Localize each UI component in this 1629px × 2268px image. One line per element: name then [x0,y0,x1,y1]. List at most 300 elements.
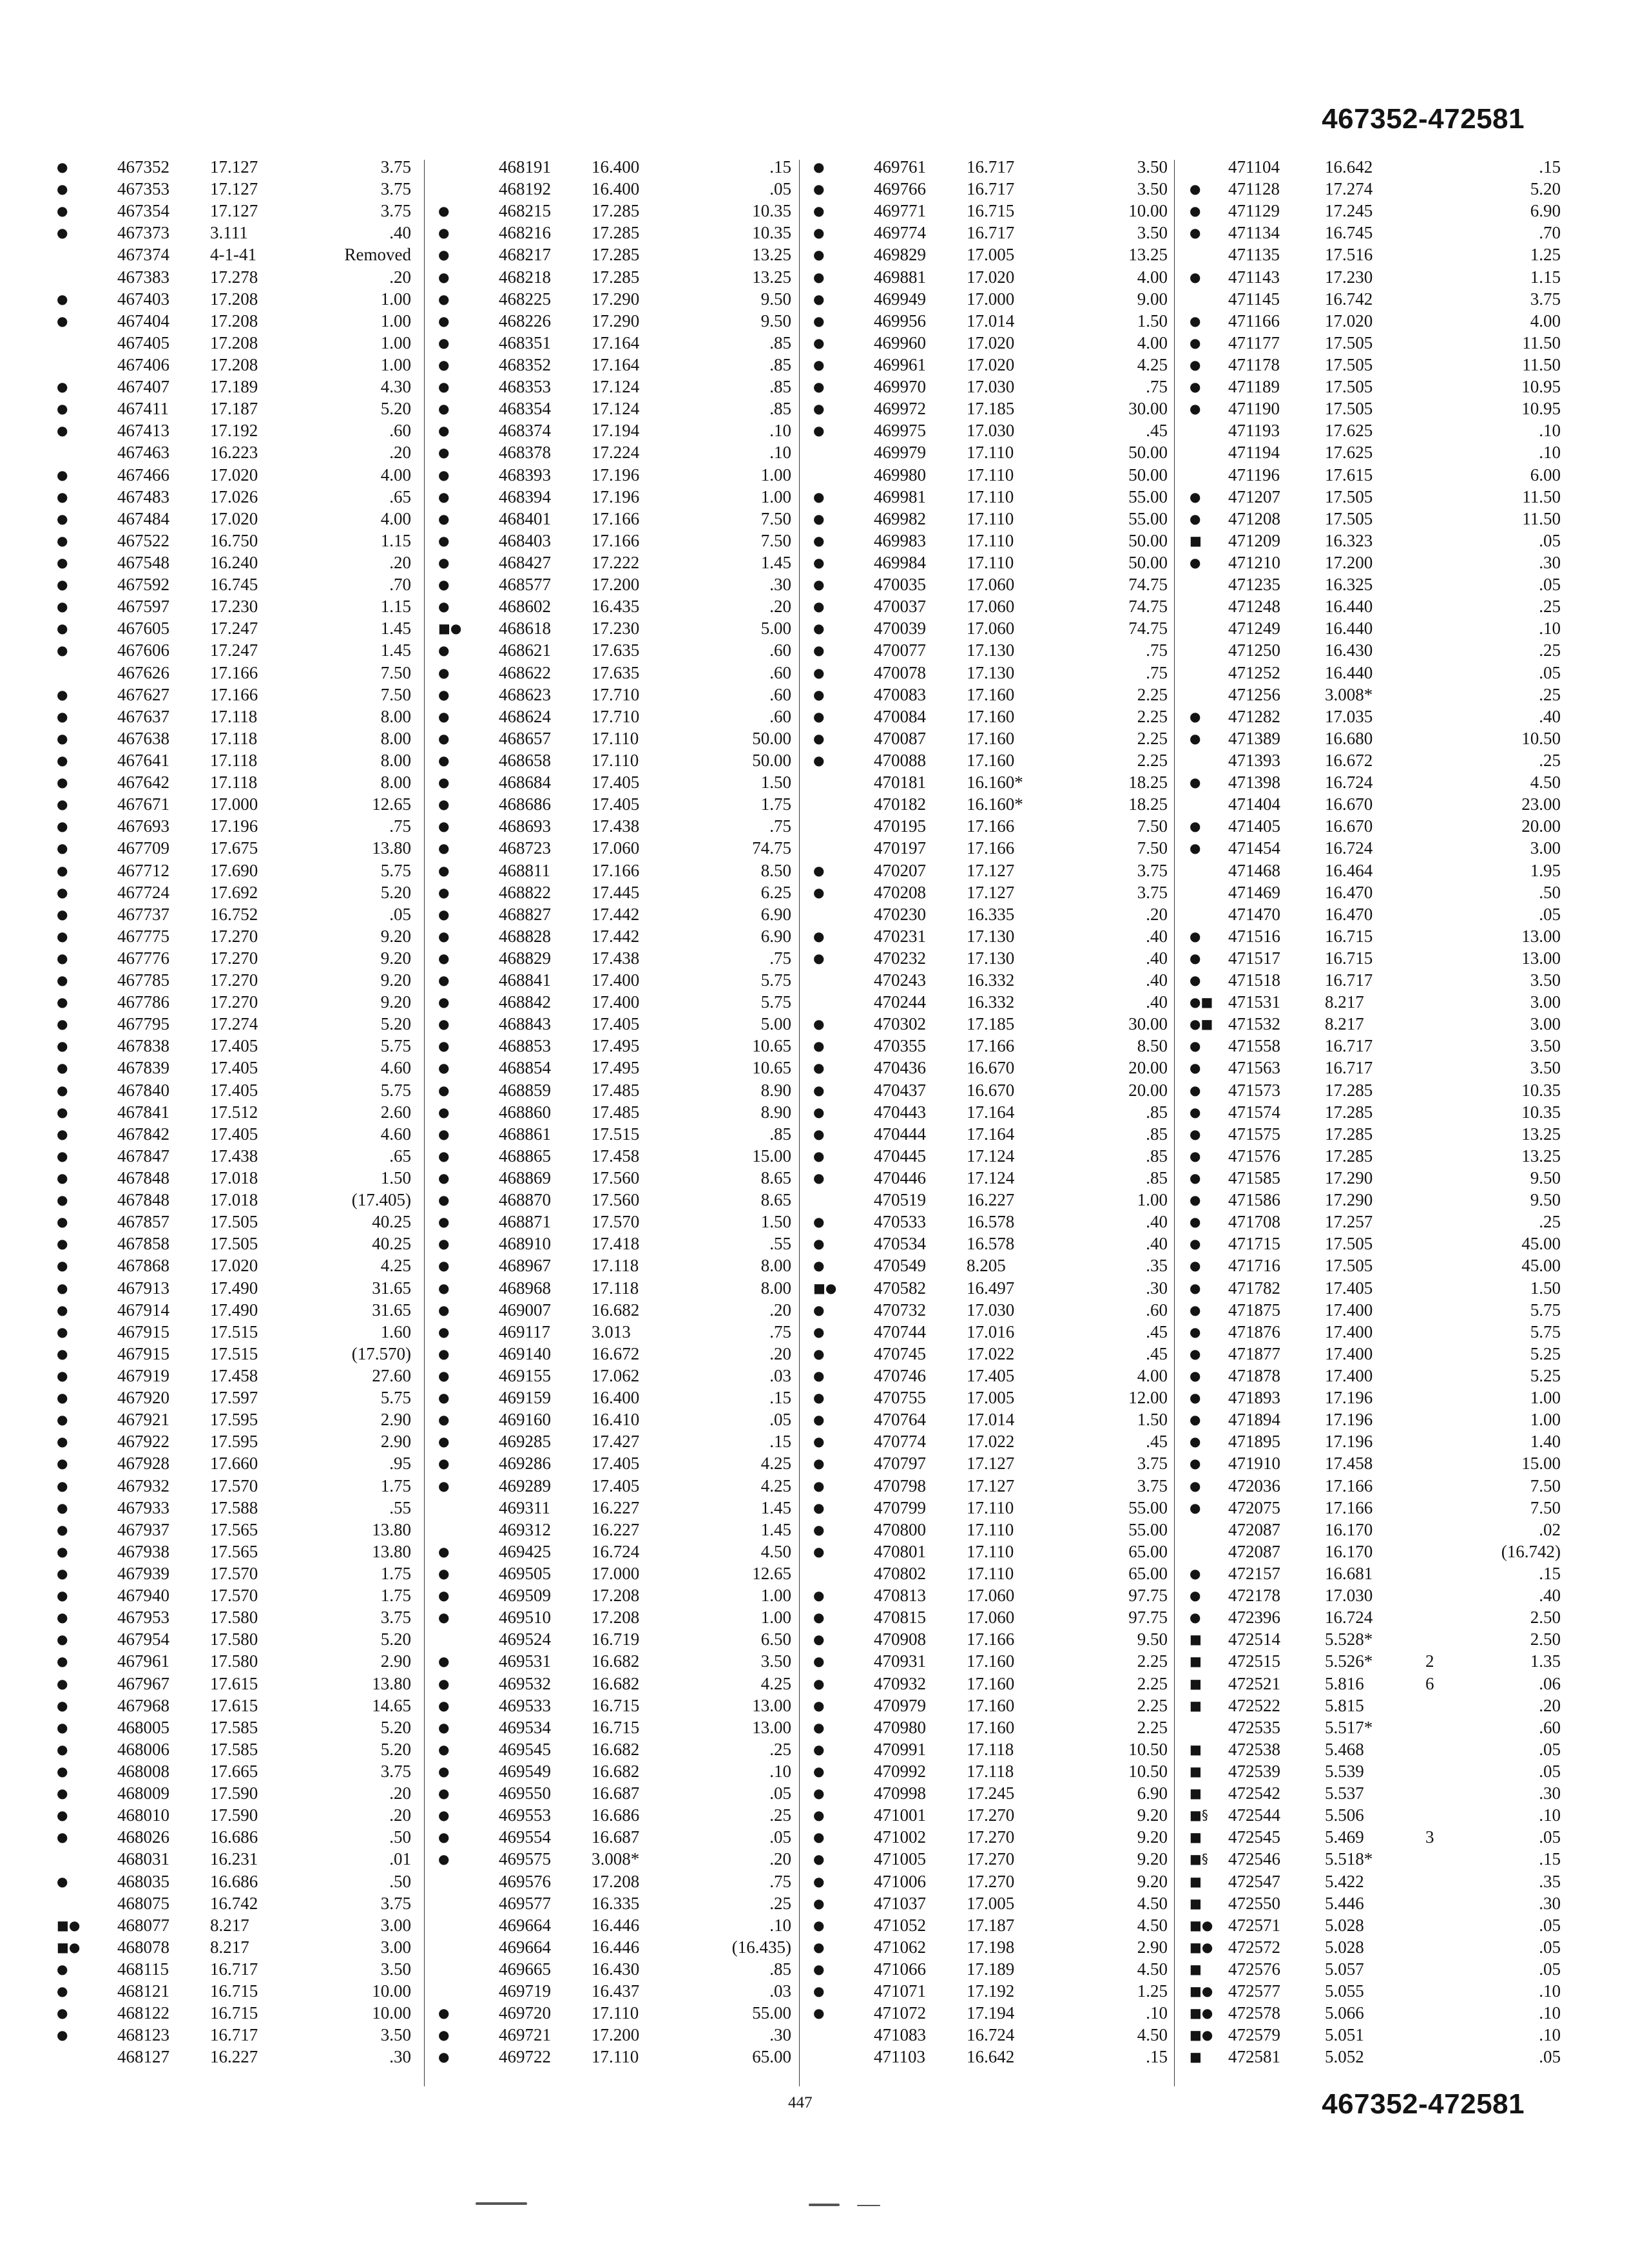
amount-value: .85 [769,399,791,419]
table-row [45,156,420,178]
table-row [1178,1562,1584,1584]
code-value: 17.208 [592,1586,640,1606]
table-row [802,508,1177,530]
code-value: 17.442 [592,926,640,946]
mark-symbol: ● [813,1521,825,1537]
mark-symbol: ● [57,884,68,900]
code-value: 17.118 [592,1256,639,1276]
mark-symbol: ● [438,1588,450,1604]
serial-number: 467933 [117,1497,169,1517]
serial-number: 471715 [1228,1234,1280,1254]
table-row [45,530,420,552]
code-value: 16.160* [967,794,1023,814]
table-row [427,1430,800,1452]
table-row [802,1233,1177,1254]
code-value: 17.245 [1325,201,1373,221]
table-row [427,1254,800,1276]
code-value: 17.270 [210,970,258,990]
amount-value: .05 [769,179,791,199]
serial-number: 467605 [117,619,169,639]
code-value: 16.717 [210,1959,258,1979]
table-row [802,441,1177,463]
code-value: 17.485 [592,1080,640,1100]
mark-symbol: ● [57,203,68,219]
code-value: 16.670 [1325,816,1373,836]
mark-symbol: ● [438,1323,450,1340]
code-value: 16.686 [210,1827,258,1847]
code-value: 17.278 [210,267,258,287]
table-row [802,332,1177,354]
table-row [802,1408,1177,1430]
code-value: 17.127 [967,1454,1015,1474]
table-row [802,1277,1177,1299]
table-row [45,1189,420,1211]
serial-number: 468427 [499,552,551,572]
serial-number: 471716 [1228,1256,1280,1276]
mark-symbol: ● [57,1719,68,1735]
code-value: 16.227 [592,1497,640,1517]
mark-symbol: ● [438,203,450,219]
amount-value: .95 [389,1454,411,1474]
code-value: 17.665 [210,1761,258,1781]
table-row [427,419,800,441]
amount-value: .25 [769,1893,791,1913]
amount-value: .30 [1539,1893,1561,1913]
amount-value: 1.45 [760,552,791,572]
mark-symbol: ● [57,774,68,791]
amount-value: 2.60 [380,1102,411,1122]
code-value: 8.217 [1325,992,1364,1012]
serial-number: 469981 [874,486,926,506]
amount-value: 9.20 [380,970,411,990]
mark-symbol: ● [813,1917,825,1933]
amount-value: 6.00 [1530,465,1561,485]
table-row [427,1804,800,1826]
code-value: 17.164 [967,1102,1015,1122]
serial-number: 468075 [117,1893,169,1913]
table-row [802,552,1177,573]
code-value: 17.285 [592,267,640,287]
amount-value: 5.25 [1530,1366,1561,1386]
amount-value: 10.35 [752,223,791,243]
code-value: 16.724 [1325,773,1373,793]
serial-number: 467374 [117,245,169,265]
mark-symbol: ● [438,1280,450,1296]
mark-symbol: ● [438,1258,450,1274]
mark-symbol: ● [438,1038,450,1054]
code-value: 17.018 [210,1190,258,1210]
serial-number: 470813 [874,1586,926,1606]
code-value: 17.110 [967,1497,1014,1517]
code-value: 17.110 [967,1519,1014,1539]
amount-value: 1.00 [380,332,411,352]
amount-value: 15.00 [1521,1454,1561,1474]
serial-number: 471145 [1228,289,1280,309]
table-row [427,441,800,463]
mark-symbol: ■ [1190,1873,1202,1889]
amount-value: 1.00 [380,354,411,374]
table-row [1178,156,1584,178]
amount-value: .20 [389,1783,411,1803]
serial-number: 471005 [874,1849,926,1869]
mark-symbol: ● [57,599,68,615]
code-value: 17.505 [1325,1234,1373,1254]
serial-number: 468009 [117,1783,169,1803]
amount-value: 3.00 [1530,1014,1561,1034]
mark-symbol: ● [57,1763,68,1779]
code-value: 17.127 [210,179,258,199]
code-value: 17.166 [967,816,1015,836]
serial-number: 468005 [117,1717,169,1737]
table-row [427,266,800,288]
serial-number: 472087 [1228,1519,1280,1539]
mark-symbol: ● [1190,1170,1201,1186]
serial-number: 470355 [874,1036,926,1056]
serial-number: 471575 [1228,1124,1280,1144]
code-value: 17.160 [967,1651,1015,1671]
code-value: 16.335 [967,904,1015,924]
mark-symbol: ● [813,1390,825,1406]
amount-value: 3.50 [1530,1058,1561,1078]
amount-value: .40 [1146,970,1168,990]
mark-symbol: ● [438,1170,450,1186]
amount-value: (17.405) [351,1190,411,1210]
table-row [45,771,420,793]
table-row [1178,793,1584,815]
amount-value: 40.25 [372,1234,411,1254]
code-value: 17.060 [967,597,1015,617]
mark-symbol: ■ [1190,1895,1202,1911]
amount-value: 10.35 [1521,1080,1561,1100]
table-row [45,1914,420,1936]
code-value: 16.440 [1325,619,1373,639]
code-value: 5.506 [1325,1805,1364,1825]
mark-symbol: ● [438,1829,450,1845]
serial-number: 470087 [874,728,926,748]
amount-value: .02 [1539,1519,1561,1539]
table-row [802,1101,1177,1123]
mark-symbol: ● [57,1566,68,1581]
code-value: 16.715 [210,1981,258,2001]
code-value: 17.505 [1325,399,1373,419]
amount-value: .60 [769,706,791,726]
amount-value: .40 [1146,948,1168,968]
mark-symbol: ● [57,796,68,812]
mark-symbol: ● [57,840,68,856]
amount-value: 3.50 [1530,1036,1561,1056]
code-value: 17.515 [210,1321,258,1341]
serial-number: 470084 [874,706,926,726]
table-row [427,1101,800,1123]
mark-symbol: ■ [1190,1675,1202,1691]
code-value: 5.066 [1325,2003,1364,2023]
mark-symbol: ■ [1190,1961,1202,1977]
amount-value: 1.95 [1530,860,1561,880]
mark-symbol: ● [1190,225,1201,241]
code-value: 17.245 [967,1783,1015,1803]
serial-number: 467373 [117,223,169,243]
serial-number: 468035 [117,1871,169,1891]
serial-number: 468374 [499,421,551,441]
code-value: 17.635 [592,640,640,660]
serial-number: 468870 [499,1190,551,1210]
mark-symbol: ● [438,1543,450,1559]
serial-number: 469510 [499,1608,551,1628]
table-row [45,1673,420,1695]
amount-value: .10 [769,421,791,441]
table-row [802,1980,1177,2002]
table-row [802,354,1177,376]
serial-number: 468006 [117,1739,169,1759]
amount-value: 3.75 [1137,882,1168,902]
mark-symbol: ● [438,730,450,746]
serial-number: 470799 [874,1497,926,1517]
amount-value: 12.65 [752,1564,791,1583]
amount-value: 55.00 [1128,486,1168,506]
mark-symbol: ● [438,269,450,285]
mark-symbol: ● [813,1961,825,1977]
mark-symbol: ● [57,950,68,966]
serial-number: 467915 [117,1321,169,1341]
code-value: 17.022 [967,1343,1015,1363]
amount-value: 3.50 [1137,223,1168,243]
page-header-range: 467352-472581 [1322,103,1525,135]
serial-number: 467712 [117,860,169,880]
serial-number: 470801 [874,1541,926,1561]
table-row [802,156,1177,178]
serial-number: 468621 [499,640,551,660]
serial-number: 471190 [1228,399,1280,419]
table-row [45,1475,420,1497]
table-row [45,1408,420,1430]
table-row [45,354,420,376]
code-value: 3.013 [592,1321,631,1341]
table-row [802,1387,1177,1408]
mark-symbol: ● [57,225,68,241]
code-value: 8.205 [967,1256,1006,1276]
mark-symbol: ● [813,510,825,526]
mark-symbol: ● [57,1456,68,1472]
serial-number: 470230 [874,904,926,924]
mark-symbol: ● [813,1412,825,1428]
amount-value: 6.50 [760,1629,791,1649]
serial-number: 471062 [874,1937,926,1957]
table-row [45,1145,420,1167]
table-row [1178,464,1584,486]
mark-symbol: ● [813,1060,825,1076]
amount-value: .10 [1539,1981,1561,2001]
table-row [427,617,800,639]
serial-number: 472535 [1228,1717,1280,1737]
serial-number: 468602 [499,597,551,617]
table-row [427,991,800,1013]
code-value: 17.580 [210,1629,258,1649]
table-row [427,1408,800,1430]
table-row [427,1980,800,2002]
code-value: 17.130 [967,640,1015,660]
amount-value: 2.25 [1137,1695,1168,1715]
serial-number: 469881 [874,267,926,287]
mark-symbol: ● [813,1741,825,1757]
mark-symbol: ● [57,686,68,702]
table-row [427,706,800,727]
table-row [1178,1299,1584,1321]
serial-number: 469117 [499,1321,550,1341]
code-value: 16.715 [1325,948,1373,968]
mark-symbol: ● [438,599,450,615]
serial-number: 468723 [499,838,551,858]
table-row [45,1079,420,1101]
code-value: 17.020 [1325,311,1373,331]
amount-value: 10.50 [1128,1739,1168,1759]
serial-number: 470980 [874,1717,926,1737]
code-value: 17.020 [210,465,258,485]
table-row [802,639,1177,661]
amount-value: 4.00 [1137,1366,1168,1386]
amount-value: .30 [1539,1783,1561,1803]
code-value: 17.597 [210,1388,258,1408]
table-row [427,684,800,706]
amount-value: 3.50 [1137,157,1168,177]
table-row [802,1541,1177,1562]
table-row [1178,178,1584,200]
table-row [45,1101,420,1123]
code-value: 17.565 [210,1519,258,1539]
serial-number: 470802 [874,1564,926,1583]
code-value: 17.060 [592,838,640,858]
table-row [45,573,420,595]
serial-number: 468861 [499,1124,551,1144]
serial-number: 470088 [874,750,926,770]
mark-symbol: ● [1190,1082,1201,1098]
amount-value: 10.50 [1521,728,1561,748]
amount-value: 15.00 [752,1146,791,1166]
table-row [45,1870,420,1892]
table-row [427,1343,800,1365]
table-row [427,2024,800,2046]
code-value: 17.285 [592,201,640,221]
serial-number: 469159 [499,1388,551,1408]
table-row [802,1035,1177,1057]
amount-value: 6.90 [760,904,791,924]
table-row [45,617,420,639]
code-value: 17.110 [592,2047,639,2067]
code-value: 16.240 [210,552,258,572]
mark-symbol: ● [813,928,825,944]
amount-value: 2.25 [1137,728,1168,748]
serial-number: 467922 [117,1432,169,1452]
scan-smudge [476,2202,527,2205]
mark-symbol: ● [438,1653,450,1669]
table-row [802,860,1177,881]
serial-number: 469771 [874,201,926,221]
amount-value: .85 [769,332,791,352]
amount-value: 1.15 [380,597,411,617]
mark-symbol: ● [813,862,825,878]
table-row [45,441,420,463]
serial-number: 472514 [1228,1629,1280,1649]
code-value: 17.000 [967,289,1015,309]
table-row [45,662,420,684]
table-row [802,1914,1177,1936]
serial-number: 467868 [117,1256,169,1276]
mark-symbol: ● [57,1588,68,1604]
table-row [427,1936,800,1958]
amount-value: .40 [1539,1586,1561,1606]
table-row [802,266,1177,288]
serial-number: 469721 [499,2025,551,2045]
code-value: 16.400 [592,157,640,177]
serial-number: 470208 [874,882,926,902]
table-row [1178,1497,1584,1519]
amount-value: 50.00 [1128,552,1168,572]
serial-number: 467841 [117,1102,169,1122]
serial-number: 467352 [117,157,169,177]
code-value: 17.635 [592,662,640,682]
serial-number: 470083 [874,684,926,704]
amount-value: .10 [769,443,791,463]
code-value: 17.164 [592,332,640,352]
table-row [802,530,1177,552]
code-value: 4-1-41 [210,245,256,265]
table-row [802,288,1177,310]
serial-number: 470800 [874,1519,926,1539]
table-row [802,1738,1177,1760]
code-value: 17.274 [1325,179,1373,199]
mark-symbol: ● [57,1323,68,1340]
table-row [45,1848,420,1870]
amount-value: .30 [769,575,791,595]
serial-number: 471083 [874,2025,926,2045]
table-row [45,595,420,617]
mark-symbol: ● [57,1038,68,1054]
code-value: 17.060 [967,575,1015,595]
serial-number: 467939 [117,1564,169,1583]
mark-symbol: ● [57,1368,68,1384]
amount-value: 1.50 [760,773,791,793]
table-row [1178,1254,1584,1276]
serial-number: 467413 [117,421,169,441]
code-value: 16.687 [592,1827,640,1847]
table-row [1178,1936,1584,1958]
code-value: 17.585 [210,1717,258,1737]
serial-number: 472521 [1228,1673,1280,1693]
serial-number: 470077 [874,640,926,660]
amount-value: .25 [1539,640,1561,660]
mark-symbol: ● [438,906,450,922]
serial-number: 470732 [874,1300,926,1320]
table-row [45,1695,420,1716]
amount-value: 3.00 [1530,838,1561,858]
code-value: 17.196 [1325,1432,1373,1452]
mark-symbol: ● [1190,1060,1201,1076]
code-value: 17.505 [1325,486,1373,506]
table-row [1178,860,1584,881]
serial-number: 469970 [874,377,926,397]
amount-value: .05 [1539,1959,1561,1979]
amount-value: .20 [389,552,411,572]
table-row [1178,266,1584,288]
mark-symbol: ● [438,423,450,439]
code-value: 17.405 [592,1014,640,1034]
code-value: 17.018 [210,1168,258,1188]
code-value: 17.570 [210,1475,258,1495]
serial-number: 468865 [499,1146,551,1166]
table-row [427,376,800,398]
table-column-3 [802,156,1177,2076]
code-value: 17.442 [592,904,640,924]
mark-symbol: ■§ [1190,1807,1208,1823]
